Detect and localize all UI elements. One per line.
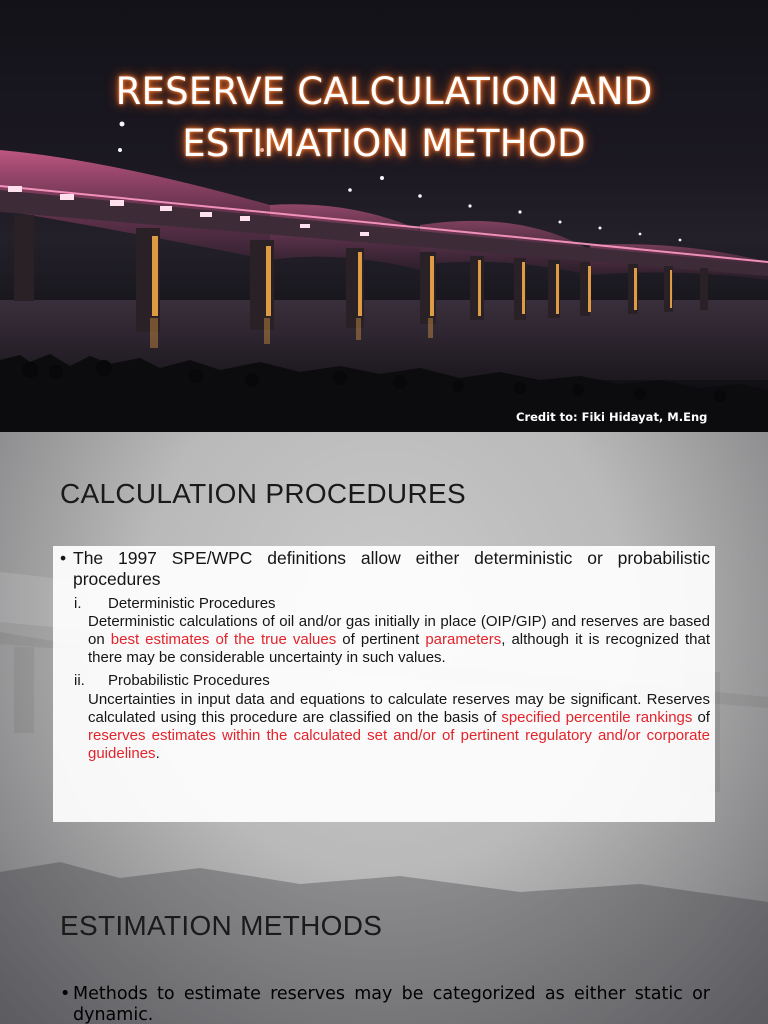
title-slide	[0, 0, 768, 432]
estimation-content	[60, 984, 710, 1024]
bullet-definitions: • The 1997 SPE/WPC definitions allow either deterministic or probabilistic procedures	[60, 548, 710, 590]
text-run: of	[692, 709, 710, 726]
subitem-deterministic	[60, 594, 710, 613]
credit-text: Credit to: Fiki Hidayat, M.Eng	[516, 410, 708, 424]
slide-title-line1: RESERVE CALCULATION AND	[115, 70, 653, 113]
section-heading-estimation: ESTIMATION METHODS	[60, 910, 383, 941]
text-run: .	[155, 745, 160, 762]
calculation-content	[60, 548, 710, 763]
bridge-night-photo	[0, 0, 768, 432]
subitem-probabilistic	[60, 671, 710, 690]
subitem-number: i.	[74, 595, 82, 612]
highlighted-text: reserves estimates within the calculated set and/or of pertinent regulatory and/or corporate guidelines	[88, 727, 710, 762]
deterministic-paragraph	[60, 613, 710, 667]
highlighted-text: parameters	[425, 631, 502, 648]
bullet-methods: • Methods to estimate reserves may be categorized as either static or dynamic.	[60, 984, 710, 1024]
text-run: Deterministic calculations of oil and/or gas initially in place (OIP/GIP) and reserves are based on	[88, 613, 710, 648]
subitem-number: ii.	[74, 672, 85, 689]
text-run: of pertinent	[336, 631, 426, 648]
probabilistic-paragraph	[60, 691, 710, 763]
section-heading-calculation: CALCULATION PROCEDURES	[60, 478, 466, 509]
text-run: , although it is recognized that there may be considerable uncertainty in such values.	[88, 631, 711, 666]
text-run: Uncertainties in input data and equations to calculate reserves may be significant. Reserves calculated using this procedure are classified on the basis of	[88, 691, 710, 726]
highlighted-text: specified percentile rankings	[501, 709, 693, 726]
slide-title-line2: ESTIMATION METHOD	[182, 122, 586, 165]
content-slide	[0, 432, 768, 1024]
subitem-title: Probabilistic Procedures	[108, 672, 270, 689]
slide-title	[0, 66, 768, 170]
subitem-title: Deterministic Procedures	[108, 595, 276, 612]
highlighted-text: best estimates of the true values	[110, 631, 337, 648]
